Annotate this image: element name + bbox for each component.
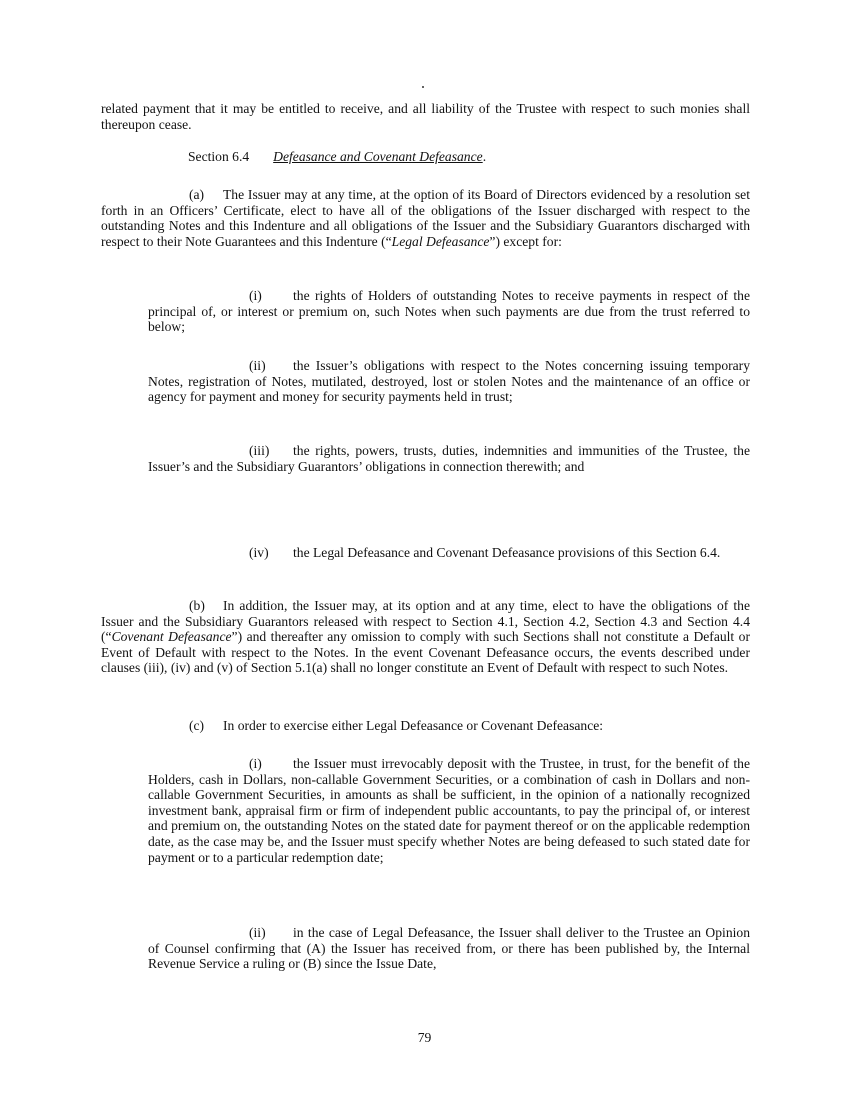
page-number: 79 (417, 1030, 432, 1045)
paragraph-b (101, 598, 750, 676)
clause-a-iv-label: (iv) (249, 545, 269, 560)
defined-term-legal-defeasance: Legal Defeasance (391, 233, 490, 249)
continuation-paragraph: related payment that it may be entitled to receive, and all liability of the Trustee with respect to such monies shall thereupon cease. (101, 101, 750, 132)
clause-a-ii (148, 358, 750, 405)
clause-a-ii-label: (ii) (249, 358, 266, 373)
clause-a-i (148, 288, 750, 335)
paragraph-a-text: The Issuer may at any time, at the option of its Board of Directors evidenced by a resolution set forth in an Officers’ Certificate, elect to have all of the obligations of the Issuer discharged with respect to the outstanding Notes and this Indenture and all obligations of the Issuer and the Subsidiary Guarantors discharged with respect to their Note Guarantees and this Indenture (“ (101, 187, 750, 249)
clause-a-iii (148, 443, 750, 474)
clause-a-iv (148, 545, 750, 561)
paragraph-a (101, 187, 750, 249)
clause-a-i-text: the rights of Holders of outstanding Notes to receive payments in respect of the principal of, or interest or premium on, such Notes when such payments are due from the trust referred to below; (148, 288, 750, 335)
paragraph-b-text-end: ”) and thereafter any omission to comply with such Sections shall not constitute a Default or Event of Default with respect to the Notes. In the event Covenant Defeasance occurs, the events described under clauses (iii), (iv) and (v) of Section 5.1(a) shall no longer constitute an Event of Default with respect to such Notes. (101, 629, 750, 676)
clause-a-ii-text: the Issuer’s obligations with respect to the Notes concerning issuing temporary Notes, registration of Notes, mutilated, destroyed, lost or stolen Notes and the maintenance of an office or agency for payment and money for security payments held in trust; (148, 358, 750, 405)
clause-c-ii-label: (ii) (249, 925, 266, 940)
section-number: Section 6.4 (188, 149, 250, 164)
clause-c-i (148, 756, 750, 865)
scan-speck (422, 86, 424, 88)
defined-term-covenant-defeasance: Covenant Defeasance (111, 629, 232, 645)
paragraph-a-label: (a) (189, 187, 205, 202)
section-title-period: . (482, 149, 487, 164)
clause-a-iv-text: the Legal Defeasance and Covenant Defeasance provisions of this Section 6.4. (293, 545, 721, 560)
paragraph-a-text-end: ”) except for: (489, 233, 562, 249)
clause-a-i-label: (i) (249, 288, 262, 303)
paragraph-c-text: In order to exercise either Legal Defeasance or Covenant Defeasance: (223, 718, 604, 733)
clause-a-iii-label: (iii) (249, 443, 270, 458)
clause-c-i-text: the Issuer must irrevocably deposit with the Trustee, in trust, for the benefit of the Holders, cash in Dollars, non-callable Government Securities, or a combination of cash in Dollars and non-callable Government Securities, in amounts as shall be sufficient, in the opinion of a nationally recognized investment bank, appraisal firm or firm of independent public accountants, to pay the principal of, or interest and premium on, the outstanding Notes on the stated date for payment thereof or on the applicable redemption date, as the case may be, and the Issuer must specify whether Notes are being defeased to such stated date for payment or to a particular redemption date; (148, 756, 750, 865)
paragraph-b-label: (b) (189, 598, 205, 613)
clause-c-ii (148, 925, 750, 972)
clause-c-i-label: (i) (249, 756, 262, 771)
paragraph-c (101, 718, 750, 734)
clause-c-ii-text: in the case of Legal Defeasance, the Issuer shall deliver to the Trustee an Opinion of Counsel confirming that (A) the Issuer has received from, or there has been published by, the Internal Revenue Service a ruling or (B) since the Issue Date, (148, 925, 750, 972)
paragraph-c-label: (c) (189, 718, 205, 733)
section-title: Defeasance and Covenant Defeasance (273, 149, 483, 164)
paragraph-b-text: In addition, the Issuer may, at its option and at any time, elect to have the obligations of the Issuer and the Subsidiary Guarantors released with respect to Section 4.1, Section 4.2, Section 4.3 and Section 4.4 (“ (101, 598, 750, 645)
section-heading (188, 149, 486, 165)
clause-a-iii-text: the rights, powers, trusts, duties, indemnities and immunities of the Trustee, the Issuer’s and the Subsidiary Guarantors’ obligations in connection therewith; and (148, 443, 750, 474)
